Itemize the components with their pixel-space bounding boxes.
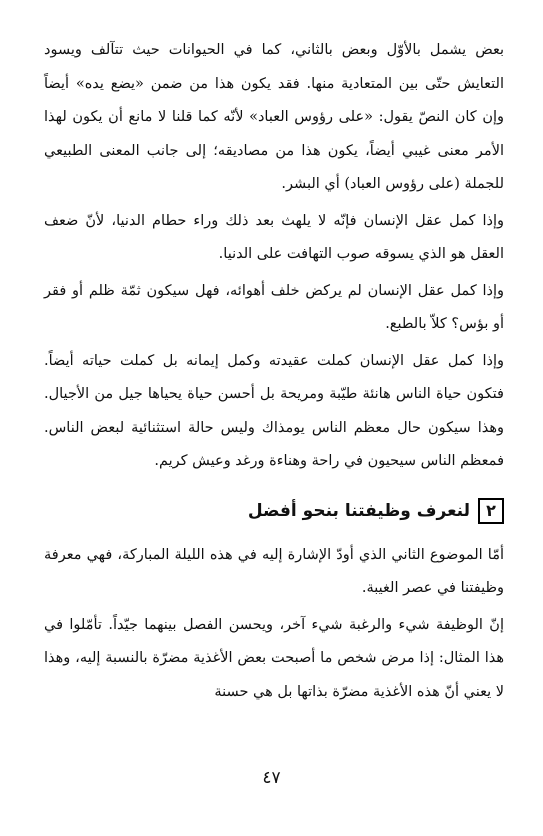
- section-title: لنعرف وظيفتنا بنحو أفضل: [247, 500, 470, 521]
- page-content: [44, 34, 504, 712]
- paragraph-1: بعض يشمل بالأوّل وبعض بالثاني، كما في الحيوانات حيث تتآلف ويسود التعايش حتّى بين المتعادية منها. فقد يكون هذا من ضمن «يضع يده» أيضاً وإن كان النصّ يقول: «على رؤوس العباد» لأنّه كما قلنا لا مانع أن يكون لهذا الأمر معنى غيبي أيضاً، يكون هذا من مصاديقه؛ إلى جانب المعنى الطبيعي للجملة (على رؤوس العباد) أي البشر.: [44, 42, 504, 192]
- paragraph-4: وإذا كمل عقل الإنسان كملت عقيدته وكمل إيمانه بل كملت حياته أيضاً. فتكون حياة الناس هانئة طيّبة ومريحة بل أحسن حياة يحياها جيل من الأجيال. وهذا سيكون حال معظم الناس يومذاك وليس حالة استثنائية لبعض الناس. فمعظم الناس سيحيون في راحة وهناءة ورغد وعيش كريم.: [44, 352, 504, 469]
- paragraph-2: وإذا كمل عقل الإنسان فإنّه لا يلهث بعد ذلك وراء حطام الدنيا، لأنّ ضعف العقل هو الذي يسوقه صوب التهافت على الدنيا.: [44, 212, 504, 262]
- paragraph-3: وإذا كمل عقل الإنسان لم يركض خلف أهوائه، فهل سيكون ثمّة ظلم أو فقر أو بؤس؟ كلاّ بالطبع.: [44, 282, 504, 332]
- section-heading: [44, 491, 504, 531]
- page-number: ٤٧: [262, 768, 281, 788]
- paragraph-6: إنّ الوظيفة شيء والرغبة شيء آخر، ويحسن الفصل بينهما جيّداً. تأمّلوا في هذا المثال: إذا مرض شخص ما أصبحت بعض الأغذية مضرّة بالنسبة إليه، وهذا لا يعني أنّ هذه الأغذية مضرّة بذاتها بل هي حسنة: [44, 616, 504, 700]
- section-number-box: ٢: [478, 498, 504, 524]
- paragraph-5: أمّا الموضوع الثاني الذي أودّ الإشارة إليه في هذه الليلة المباركة، فهي معرفة وظيفتنا في عصر الغيبة.: [44, 546, 504, 596]
